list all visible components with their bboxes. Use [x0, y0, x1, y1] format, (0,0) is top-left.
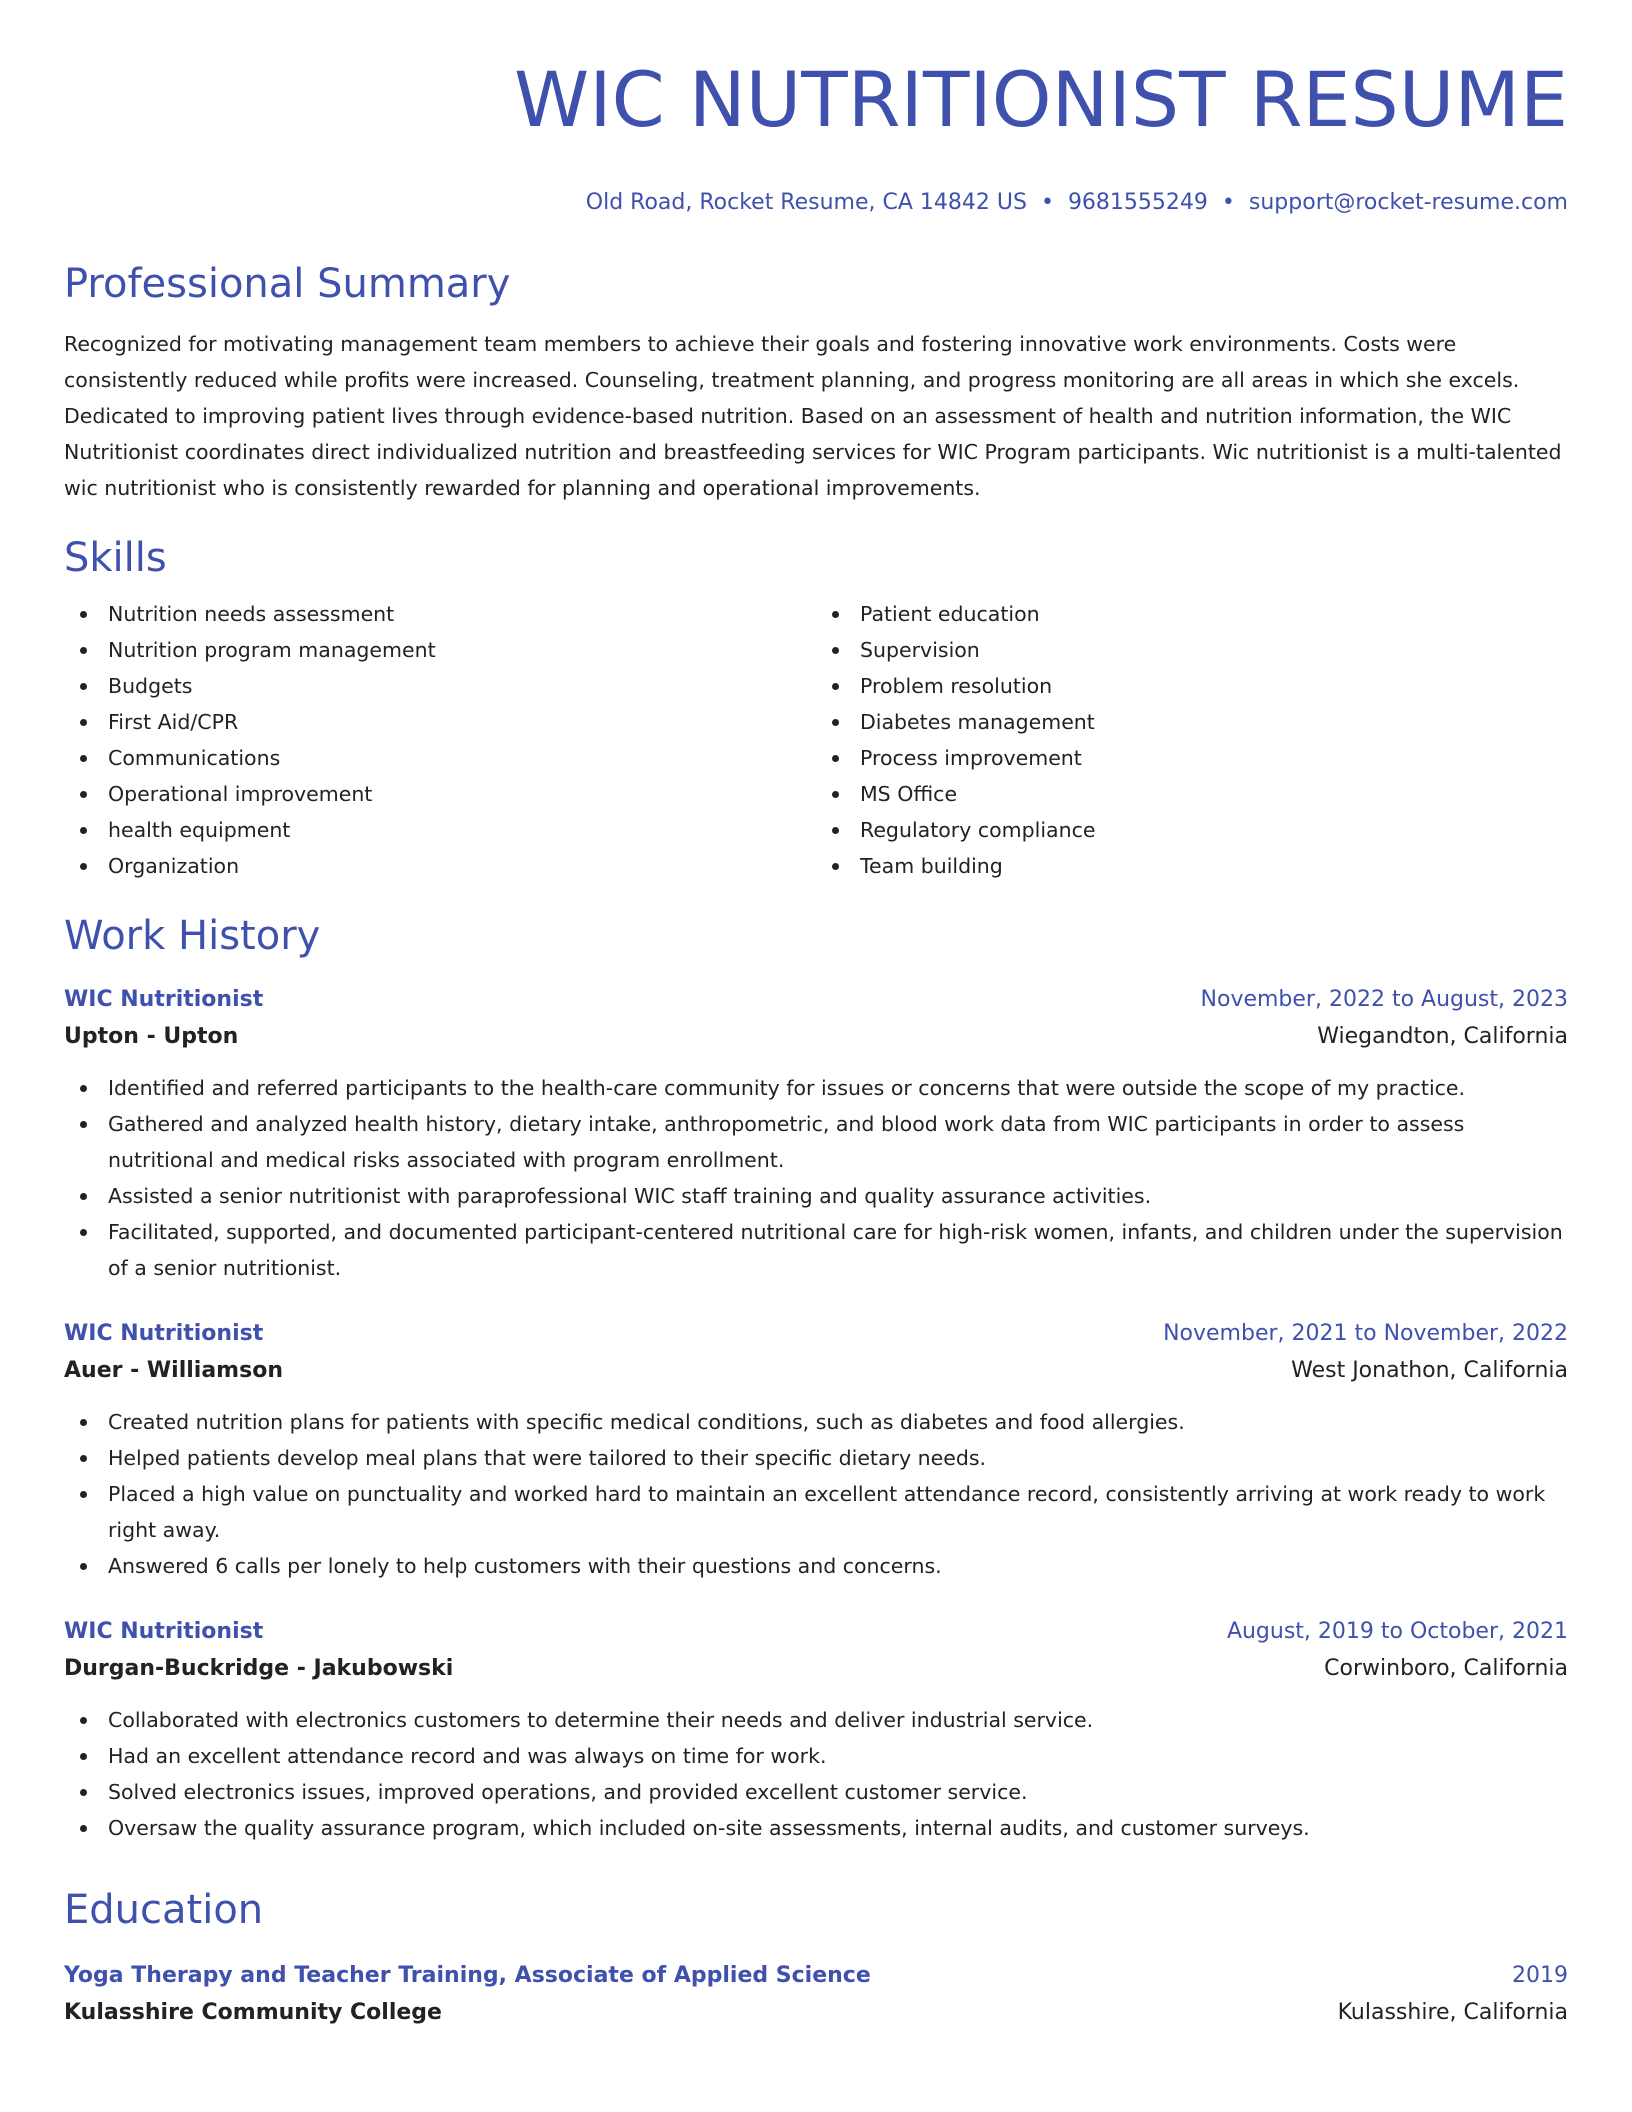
job-header-row	[64, 1316, 1568, 1352]
education-location: Kulasshire, California	[1337, 2000, 1568, 2025]
job-bullet: Identified and referred participants to the health-care community for issues or concerns that were outside the scope of my practice.	[64, 1070, 1568, 1106]
job-company: Auer - Williamson	[64, 1358, 283, 1383]
contact-separator: •	[1221, 190, 1235, 215]
skill-item: Budgets	[64, 668, 816, 704]
skill-item: Process improvement	[816, 740, 1568, 776]
job-header-row	[64, 1614, 1568, 1650]
contact-address: Old Road, Rocket Resume, CA 14842 US	[585, 190, 1027, 215]
job-company: Durgan-Buckridge - Jakubowski	[64, 1656, 454, 1681]
job-bullet: Solved electronics issues, improved operations, and provided excellent customer service.	[64, 1774, 1568, 1810]
skill-item: Supervision	[816, 632, 1568, 668]
skill-item: Nutrition needs assessment	[64, 596, 816, 632]
contact-email: support@rocket-resume.com	[1248, 190, 1568, 215]
skill-item: Organization	[64, 848, 816, 884]
contact-separator: •	[1040, 190, 1054, 215]
skills-column-right	[816, 596, 1568, 884]
skill-item: Operational improvement	[64, 776, 816, 812]
job-bullet: Created nutrition plans for patients with specific medical conditions, such as diabetes and food allergies.	[64, 1404, 1568, 1440]
skill-item: health equipment	[64, 812, 816, 848]
job-bullet: Gathered and analyzed health history, dietary intake, anthropometric, and blood work data from WIC participants in order to assess nutritional and medical risks associated with program enrollment.	[64, 1106, 1568, 1178]
job-entry	[64, 982, 1568, 1286]
education-year: 2019	[1512, 1963, 1568, 1988]
job-company-row	[64, 1352, 1568, 1390]
contact-phone: 9681555249	[1067, 190, 1208, 215]
job-entry	[64, 1316, 1568, 1584]
education-entry	[64, 1958, 1568, 2032]
job-header-row	[64, 982, 1568, 1018]
job-dates: August, 2019 to October, 2021	[1226, 1619, 1568, 1644]
job-company-row	[64, 1018, 1568, 1056]
skill-item: Team building	[816, 848, 1568, 884]
resume-header	[64, 52, 1568, 218]
job-bullet: Assisted a senior nutritionist with paraprofessional WIC staff training and quality assurance activities.	[64, 1178, 1568, 1214]
job-bullet: Facilitated, supported, and documented participant-centered nutritional care for high-risk women, infants, and children under the supervision of a senior nutritionist.	[64, 1214, 1568, 1286]
job-bullet: Had an excellent attendance record and was always on time for work.	[64, 1738, 1568, 1774]
summary-text: Recognized for motivating management team members to achieve their goals and fostering innovative work environments. Costs were consistently reduced while profits were increased. Counseling, treatment planning, and progress monitoring are all areas in which she excels. Dedicated to improving patient lives through evidence-based nutrition. Based on an assessment of health and nutrition information, the WIC Nutritionist coordinates direct individualized nutrition and breastfeeding services for WIC Program participants. Wic nutritionist is a multi-talented wic nutritionist who is consistently rewarded for planning and operational improvements.	[64, 332, 1562, 500]
job-company-row	[64, 1650, 1568, 1688]
skill-item: Patient education	[816, 596, 1568, 632]
work-history-heading: Work History	[64, 913, 321, 959]
job-location: West Jonathon, California	[1291, 1358, 1568, 1383]
job-title: WIC Nutritionist	[64, 987, 264, 1012]
skill-item: Problem resolution	[816, 668, 1568, 704]
skill-item: Diabetes management	[816, 704, 1568, 740]
skills-column-left	[64, 596, 816, 884]
skills-heading: Skills	[64, 535, 167, 581]
skills-list	[64, 596, 1568, 884]
resume-title: WIC NUTRITIONIST RESUME	[514, 55, 1568, 144]
job-bullets	[64, 1404, 1568, 1584]
job-company: Upton - Upton	[64, 1024, 239, 1049]
education-header-row	[64, 1958, 1568, 1994]
job-bullet: Helped patients develop meal plans that were tailored to their specific dietary needs.	[64, 1440, 1568, 1476]
job-location: Wiegandton, California	[1317, 1024, 1568, 1049]
job-bullets	[64, 1070, 1568, 1286]
job-dates: November, 2022 to August, 2023	[1200, 987, 1568, 1012]
job-bullet: Collaborated with electronics customers to determine their needs and deliver industrial service.	[64, 1702, 1568, 1738]
education-degree: Yoga Therapy and Teacher Training, Associate of Applied Science	[64, 1963, 871, 1988]
job-dates: November, 2021 to November, 2022	[1163, 1321, 1568, 1346]
job-title: WIC Nutritionist	[64, 1321, 264, 1346]
skill-item: First Aid/CPR	[64, 704, 816, 740]
education-heading: Education	[64, 1887, 264, 1933]
job-title: WIC Nutritionist	[64, 1619, 264, 1644]
job-bullet: Oversaw the quality assurance program, which included on-site assessments, internal audits, and customer surveys.	[64, 1810, 1568, 1846]
job-bullet: Placed a high value on punctuality and worked hard to maintain an excellent attendance record, consistently arriving at work ready to work right away.	[64, 1476, 1568, 1548]
job-location: Corwinboro, California	[1324, 1656, 1568, 1681]
skill-item: Regulatory compliance	[816, 812, 1568, 848]
contact-line	[64, 188, 1568, 218]
skill-item: Communications	[64, 740, 816, 776]
skill-item: MS Office	[816, 776, 1568, 812]
job-entry	[64, 1614, 1568, 1846]
skill-item: Nutrition program management	[64, 632, 816, 668]
education-school-row	[64, 1994, 1568, 2032]
job-bullets	[64, 1702, 1568, 1846]
summary-heading: Professional Summary	[64, 261, 511, 307]
education-school: Kulasshire Community College	[64, 2000, 442, 2025]
job-bullet: Answered 6 calls per lonely to help customers with their questions and concerns.	[64, 1548, 1568, 1584]
